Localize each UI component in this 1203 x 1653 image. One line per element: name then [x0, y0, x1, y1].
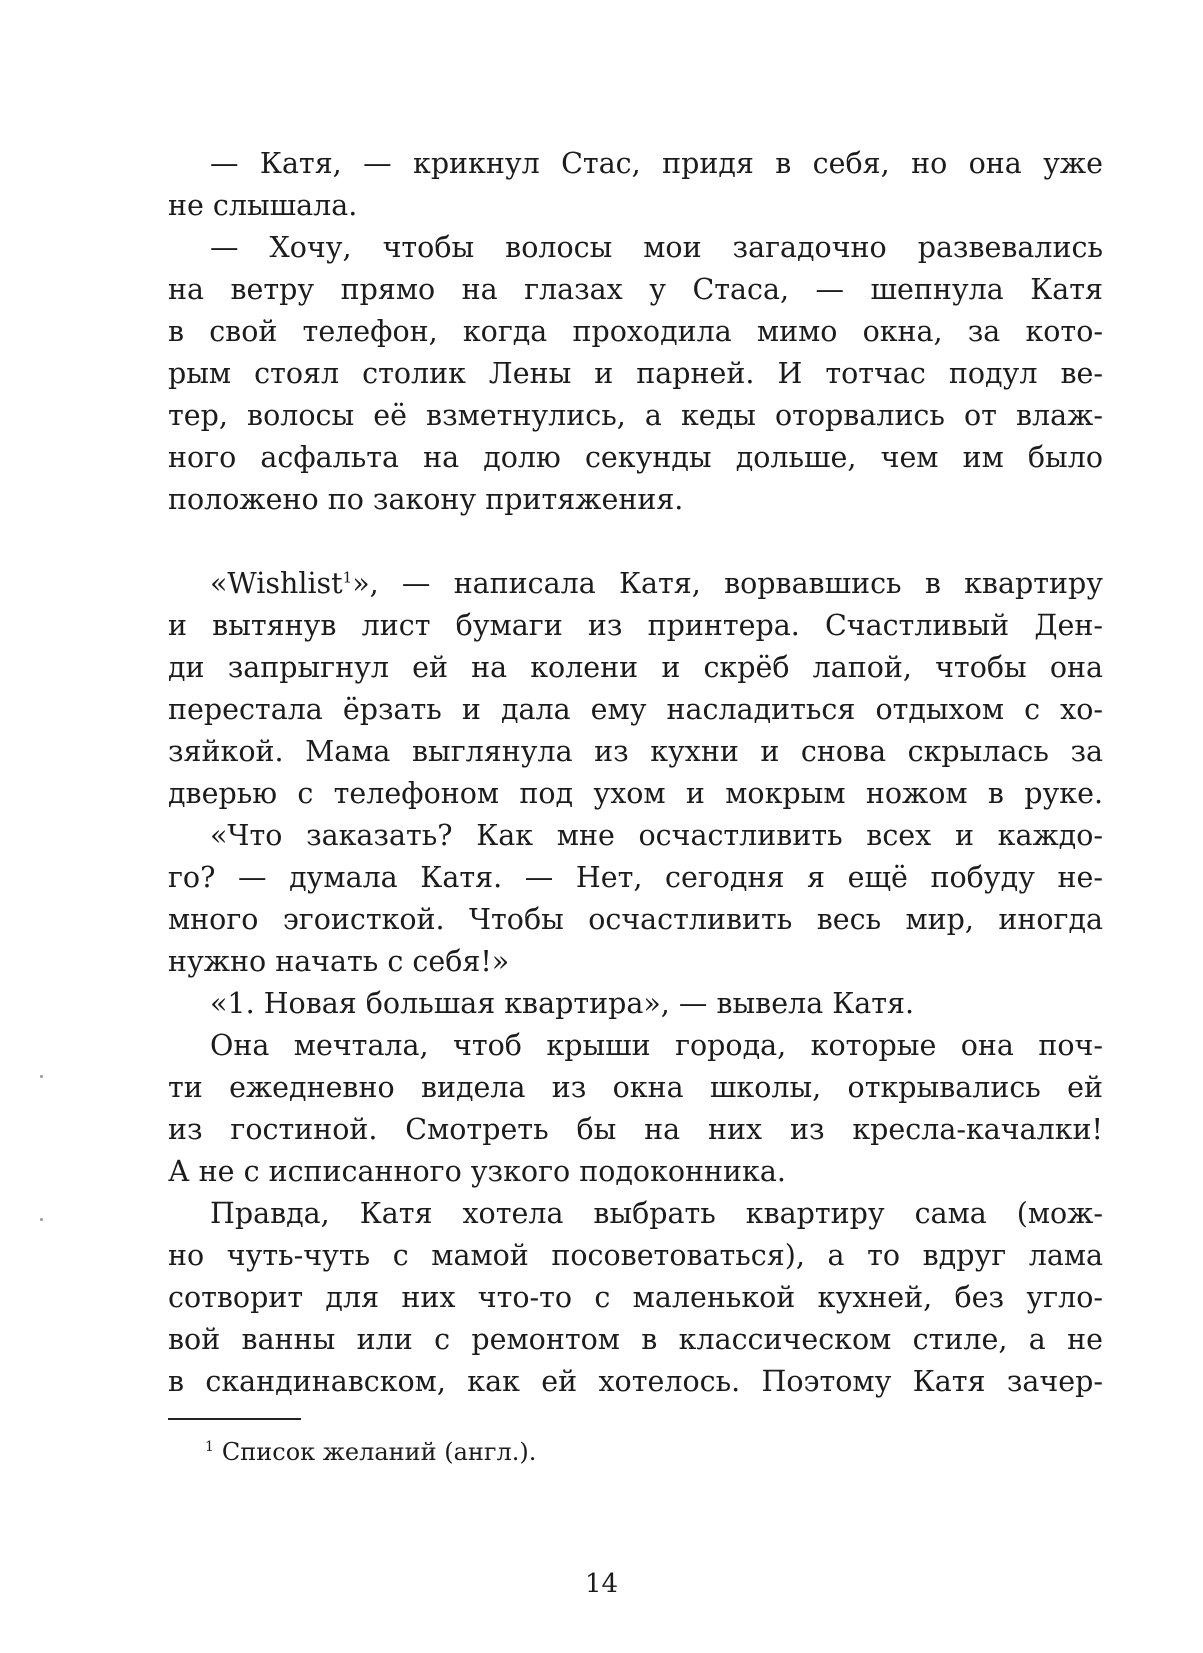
text-line: рым стоял столик Лены и парней. И тотчас подул ве-: [168, 357, 1103, 390]
text-line: ди запрыгнул ей на колени и скрёб лапой, чтобы она: [168, 651, 1103, 684]
footnote-divider: [168, 1418, 301, 1420]
text-line: «1. Новая большая квартира», — вывела Катя.: [210, 987, 915, 1020]
footnote-mark: 1: [205, 1439, 214, 1455]
text-line: Она мечтала, чтоб крыши города, которые она поч-: [210, 1029, 1103, 1062]
text-line: — Катя, — крикнул Стас, придя в себя, но она уже: [210, 147, 1103, 180]
text-line: положено по закону притяжения.: [168, 483, 684, 516]
text-line: зяйкой. Мама выглянула из кухни и снова скрылась за: [168, 735, 1103, 768]
footnote-reference: 1: [342, 568, 353, 587]
text-line: ти ежедневно видела из окна школы, открывались ей: [168, 1071, 1103, 1104]
text-line: ного асфальта на долю секунды дольше, чем им было: [168, 441, 1103, 474]
text-line: «Что заказать? Как мне осчастливить всех и каждо-: [210, 819, 1103, 852]
text-line: Правда, Катя хотела выбрать квартиру сама (мож-: [210, 1197, 1103, 1230]
text-line: вой ванны или с ремонтом в классическом стиле, а не: [168, 1323, 1103, 1356]
footnote: [205, 1436, 536, 1468]
text-line: го? — думала Катя. — Нет, сегодня я ещё побуду не-: [168, 861, 1103, 894]
text-line: но чуть-чуть с мамой посоветоваться), а то вдруг лама: [168, 1239, 1103, 1272]
text-line: из гостиной. Смотреть бы на них из кресла-качалки!: [168, 1113, 1103, 1146]
text-line: сотворит для них что-то с маленькой кухней, без угло-: [168, 1281, 1103, 1314]
paper-speck: [40, 1218, 43, 1221]
text-line: на ветру прямо на глазах у Стаса, — шепнула Катя: [168, 273, 1103, 306]
text-block-main: [168, 563, 1103, 1403]
wishlist-rest: », — написала Катя, ворвавшись в квартиру: [352, 567, 1103, 600]
text-line: — Хочу, чтобы волосы мои загадочно развевались: [210, 231, 1103, 264]
text-line: нужно начать с себя!»: [168, 945, 510, 978]
text-line: тер, волосы её взметнулись, а кеды оторвались от влаж-: [168, 399, 1103, 432]
text-line: А не с исписанного узкого подоконника.: [168, 1155, 786, 1188]
paper-speck: [40, 1075, 43, 1078]
page-number: 14: [584, 1569, 619, 1599]
text-line: дверью с телефоном под ухом и мокрым ножом в руке.: [168, 777, 1103, 810]
footnote-text: Список желаний (англ.).: [221, 1438, 537, 1466]
text-line: в свой телефон, когда проходила мимо окна, за кото-: [168, 315, 1103, 348]
text-line: в скандинавском, как ей хотелось. Поэтому Катя зачер-: [168, 1365, 1103, 1398]
wishlist-word: «Wishlist: [210, 567, 343, 600]
text-line: много эгоисткой. Чтобы осчастливить весь мир, иногда: [168, 903, 1103, 936]
text-line: и вытянув лист бумаги из принтера. Счастливый Ден-: [168, 609, 1103, 642]
wishlist-line: [168, 563, 1103, 605]
text-line: перестала ёрзать и дала ему насладиться отдыхом с хо-: [168, 693, 1103, 726]
text-block-top: [168, 143, 1103, 521]
text-line: не слышала.: [168, 189, 358, 222]
